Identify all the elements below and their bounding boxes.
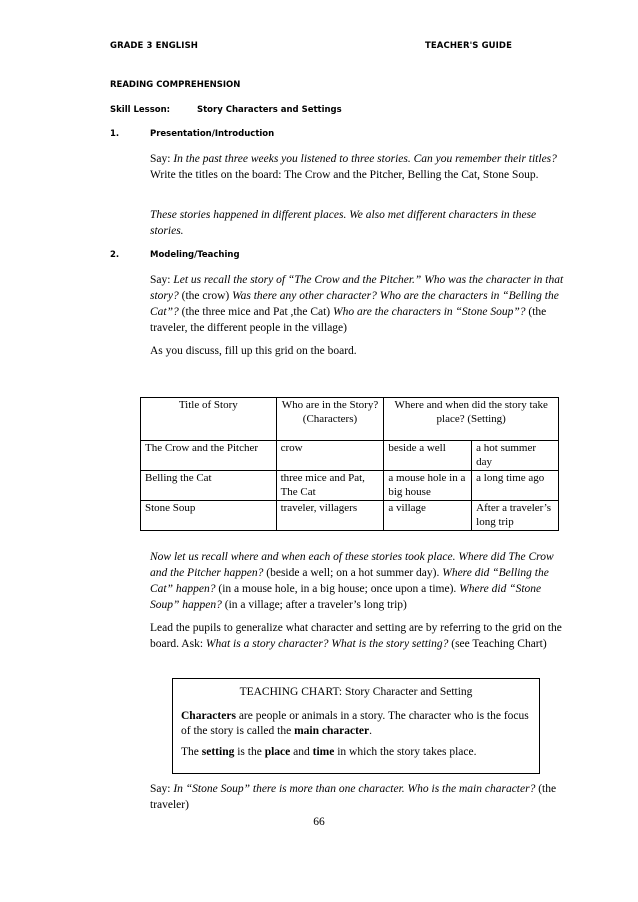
cell-characters: traveler, villagers [276,501,384,531]
page-number: 66 [313,816,325,828]
table-row [141,471,559,501]
definition-text: in which the story takes place. [334,746,477,758]
definition-text: and [290,746,313,758]
table-row [141,501,559,531]
step-2-title: Modeling/Teaching [150,250,240,260]
say-label: Say: [150,274,174,286]
places-text: These stories happened in different places. We also met different characters in these stories. [150,209,537,237]
cell-when: a hot summer day [472,441,559,471]
cell-title: Belling the Cat [141,471,277,501]
question-3: Where did “Stone Soup” happen? [150,583,542,611]
say-label: Say: [150,153,174,165]
definition-text: The [181,746,202,758]
cell-where: a mouse hole in a big house [384,471,472,501]
skill-label: Skill Lesson: [110,105,171,115]
paragraph-grid-instruction: As you discuss, fill up this grid on the board. [150,345,357,357]
answer-2: (in a mouse hole, in a big house; once upon a time). [215,583,460,595]
cell-characters: crow [276,441,384,471]
chart-reference: (see Teaching Chart) [448,638,547,650]
definition-text: is the [234,746,265,758]
cell-title: Stone Soup [141,501,277,531]
definition-end: . [369,725,372,737]
cell-where: a village [384,501,472,531]
setting-definition [181,745,531,760]
header-setting: Where and when did the story take place? (Setting) [384,398,559,441]
answer-2: (the three mice and Pat ,the Cat) [178,306,333,318]
answer-1: (beside a well; on a hot summer day). [263,567,443,579]
header-left: GRADE 3 ENGLISH [110,41,199,51]
table-row [141,441,559,471]
term-setting: setting [201,746,235,758]
paragraph-places [150,207,570,239]
instruction-text: Write the titles on the board: The Crow and the Pitcher, Belling the Cat, Stone Soup. [150,169,539,181]
question-3: Who are the characters in “Stone Soup”? [333,306,526,318]
paragraph-introduction [150,151,570,183]
section-title: READING COMPREHENSION [110,80,241,90]
answer-1: (the crow) [178,290,233,302]
teaching-chart-box [172,678,540,774]
question-1: Let us recall the story of “The Crow and the Pitcher.” Who was the character in that story? [150,274,564,302]
term-characters: Characters [181,710,236,722]
header-title: Title of Story [141,398,277,441]
characters-definition [181,709,531,739]
cell-title: The Crow and the Pitcher [141,441,277,471]
step-1-title: Presentation/Introduction [150,129,275,139]
answer-3: (the traveler, the different people in the village) [150,306,547,334]
table-header-row [141,398,559,441]
question-text: In “Stone Soup” there is more than one character. Who is the main character? [173,783,536,795]
definition-text: are people or animals in a story. The character who is the focus of the story is called the [181,710,529,737]
step-1-number: 1. [110,129,120,139]
cell-when: a long time ago [472,471,559,501]
question-2: Where did “Belling the Cat” happen? [150,567,549,595]
answer-3: (in a village; after a traveler’s long trip) [221,599,407,611]
cell-characters: three mice and Pat, The Cat [276,471,384,501]
teaching-chart-title: TEACHING CHART: Story Character and Setting [239,686,473,698]
lead-text: Lead the pupils to generalize what character and setting are by referring to the grid on the board. Ask: [150,622,562,650]
cell-when: After a traveler’s long trip [472,501,559,531]
header-right: TEACHER'S GUIDE [425,41,512,51]
cell-where: beside a well [384,441,472,471]
step-2-number: 2. [110,250,120,260]
header-characters: Who are in the Story? (Characters) [276,398,384,441]
term-time: time [312,746,335,758]
story-grid-table [140,397,559,531]
say-label: Say: [150,783,174,795]
paragraph-main-character [150,781,570,813]
paragraph-modeling [150,272,570,336]
question-text: In the past three weeks you listened to three stories. Can you remember their titles? [173,153,557,165]
answer-text: (the traveler) [150,783,557,811]
question-2: Was there any other character? Who are the characters in “Belling the Cat”? [150,290,559,318]
ask-questions: What is a story character? What is the story setting? [205,638,449,650]
question-1: Now let us recall where and when each of these stories took place. Where did The Crow and the Pitcher happen? [150,551,554,579]
skill-value: Story Characters and Settings [197,105,342,115]
paragraph-settings-recall [150,549,570,613]
paragraph-generalize [150,620,570,652]
term-main-character: main character [294,725,370,737]
term-place: place [264,746,291,758]
